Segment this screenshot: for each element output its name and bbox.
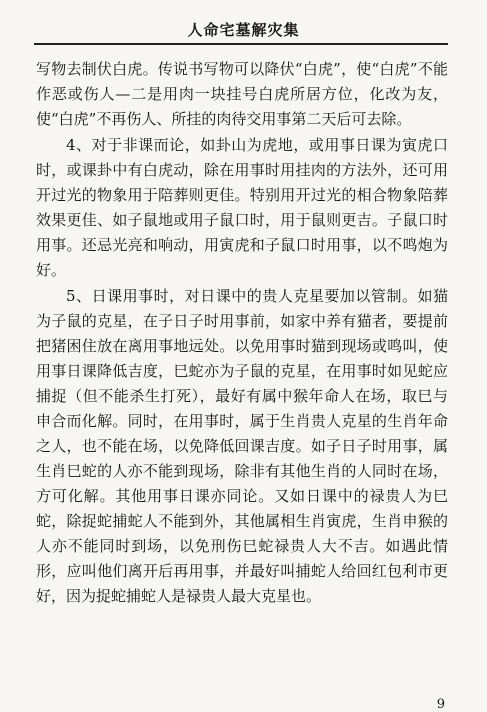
header-rule [34, 43, 448, 45]
paragraph-continuation: 写物去制伏白虎。传说书写物可以降伏“白虎”，使“白虎”不能作恶或伤人—二是用肉一块挂号白虎所居方位，化改为友，使“白虎”不再伤人、所挂的肉待交用事第二天后可去除。 [36, 60, 448, 128]
paragraph-5: 5、日课用事时，对日课中的贵人克星要加以管制。如猫为子鼠的克星，在子日子时用事前，如家中养有猫者，要提前把猪困住放在离用事地远处。以免用事时猫到现场或鸣叫，使用事日课降低吉度，巳蛇亦为子鼠的克星，在用事时如见蛇应捕捉（但不能杀生打死），最好有属中猴年命人在场，取巳与申合而化解。同时，在用事时，属于生肖贵人克星的生肖年命之人，也不能在场，以免降低回课吉度。如子日子时用事，属生肖巳蛇的人亦不能到现场，除非有其他生肖的人同时在场，方可化解。其他用事日课亦同论。又如日课中的禄贵人为巳蛇，除捉蛇捕蛇人不能到外，其他属相生肖寅虎，生肖申猴的人亦不能同时到场，以免刑伤巳蛇禄贵人大不吉。如遇此情形，应叫他们离开后再用事，并最好叫捕蛇人给回红包利市更好，因为捉蛇捕蛇人是禄贵人最大克星也。 [36, 287, 448, 605]
running-title: 人命宅墓解灾集 [187, 21, 300, 39]
page-header [0, 0, 487, 48]
body-text [36, 57, 448, 609]
page-number: 9 [436, 697, 445, 712]
paragraph-4: 4、对于非课而论，如卦山为虎地，或用事日课为寅虎口时，或课卦中有白虎动，除在用事时用挂肉的方法外，还可用开过光的物象用于陪葬则更佳。特别用开过光的相合物象陪葬效果更佳、如子鼠地或用子鼠口时，用于鼠则更吉。子鼠口时用事。还忌光亮和响动，用寅虎和子鼠口时用事，以不鸣炮为好。 [36, 136, 448, 279]
